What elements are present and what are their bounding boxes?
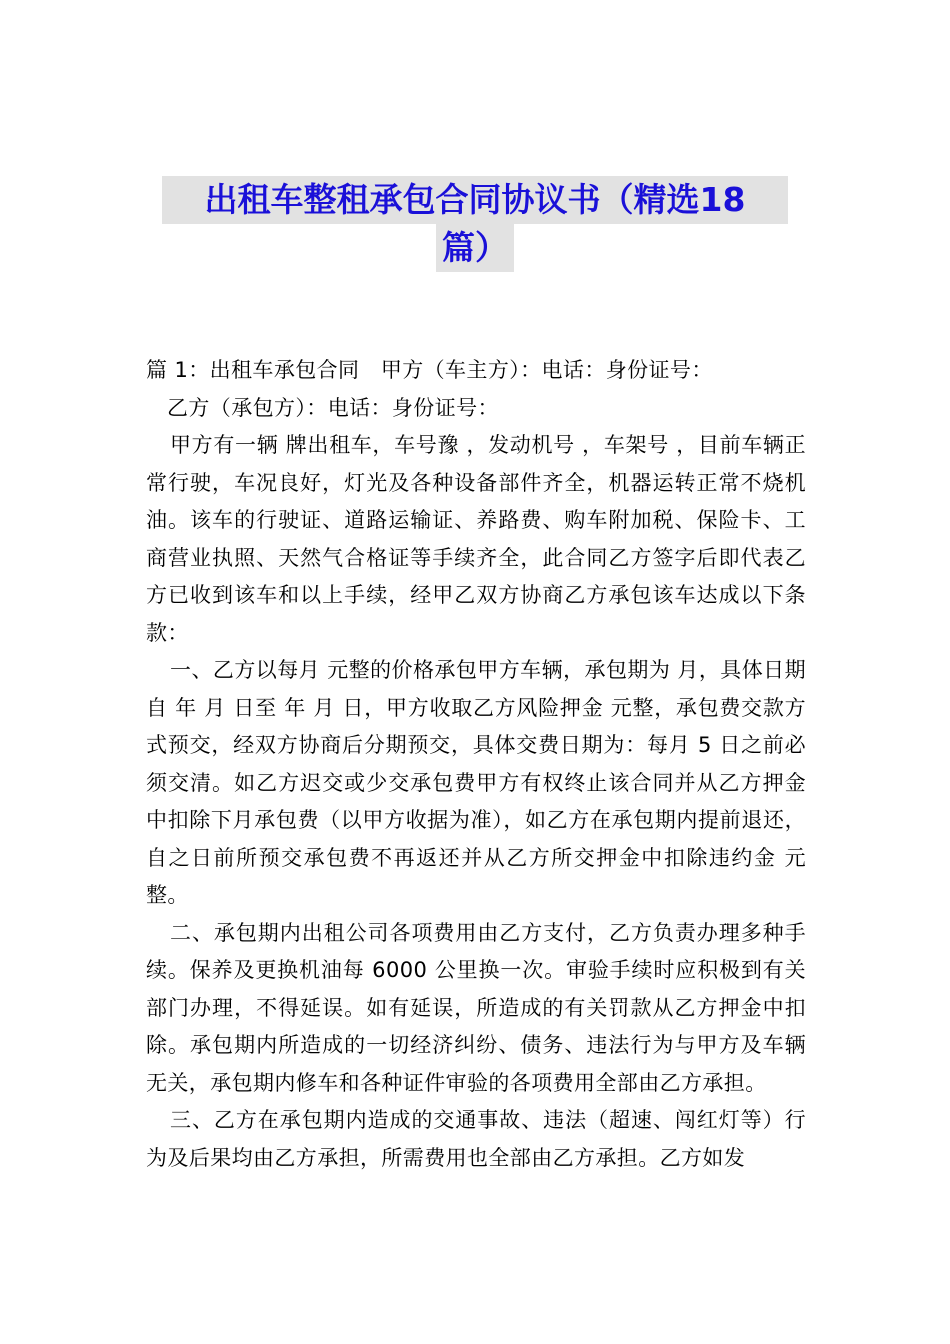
paragraph-header: 篇 1：出租车承包合同 甲方（车主方）：电话：身份证号： [146,358,713,382]
paragraph-clause-2: 二、承包期内出租公司各项费用由乙方支付，乙方负责办理多种手续。保养及更换机油每 6000 公里换一次。审验手续时应积极到有关部门办理，不得延误。如有延误，所造成的有关罚款从乙方押金中扣除。承包期内所造成的一切经济纠纷、债务、违法行为与甲方及车辆无关，承包期内修车和各种证件审验的各项费用全部由乙方承担。 [146,920,806,1095]
document-title [160,176,790,272]
paragraph-clause-1: 一、乙方以每月 元整的价格承包甲方车辆，承包期为 月，具体日期自 年 月 日至 年 月 日，甲方收取乙方风险押金 元整，承包费交款方式预交，经双方协商后分期预交，具体交费日期为：每月 5 日之前必须交清。如乙方迟交或少交承包费甲方有权终止该合同并从乙方押金中扣除下月承包费（以甲方收据为准），如乙方在承包期内提前退还，自之日前所预交承包费不再返还并从乙方所交押金中扣除违约金 元整。 [146,658,806,907]
title-line-1: 出租车整租承包合同协议书（精选18 [160,176,790,224]
paragraph-party-b: 乙方（承包方）：电话：身份证号： [167,395,499,420]
document-body [146,352,806,1177]
paragraph-intro: 甲方有一辆 牌出租车，车号豫 ，发动机号 ，车架号 ，目前车辆正常行驶，车况良好，灯光及各种设备部件齐全，机器运转正常不烧机油。该车的行驶证、道路运输证、养路费、购车附加税、保险卡、工商营业执照、天然气合格证等手续齐全，此合同乙方签字后即代表乙方已收到该车和以上手续，经甲乙双方协商乙方承包该车达成以下条款： [146,433,806,645]
title-line-2: 篇） [160,224,790,272]
paragraph-clause-3: 三、乙方在承包期内造成的交通事故、违法（超速、闯红灯等）行为及后果均由乙方承担，所需费用也全部由乙方承担。乙方如发 [146,1108,806,1170]
